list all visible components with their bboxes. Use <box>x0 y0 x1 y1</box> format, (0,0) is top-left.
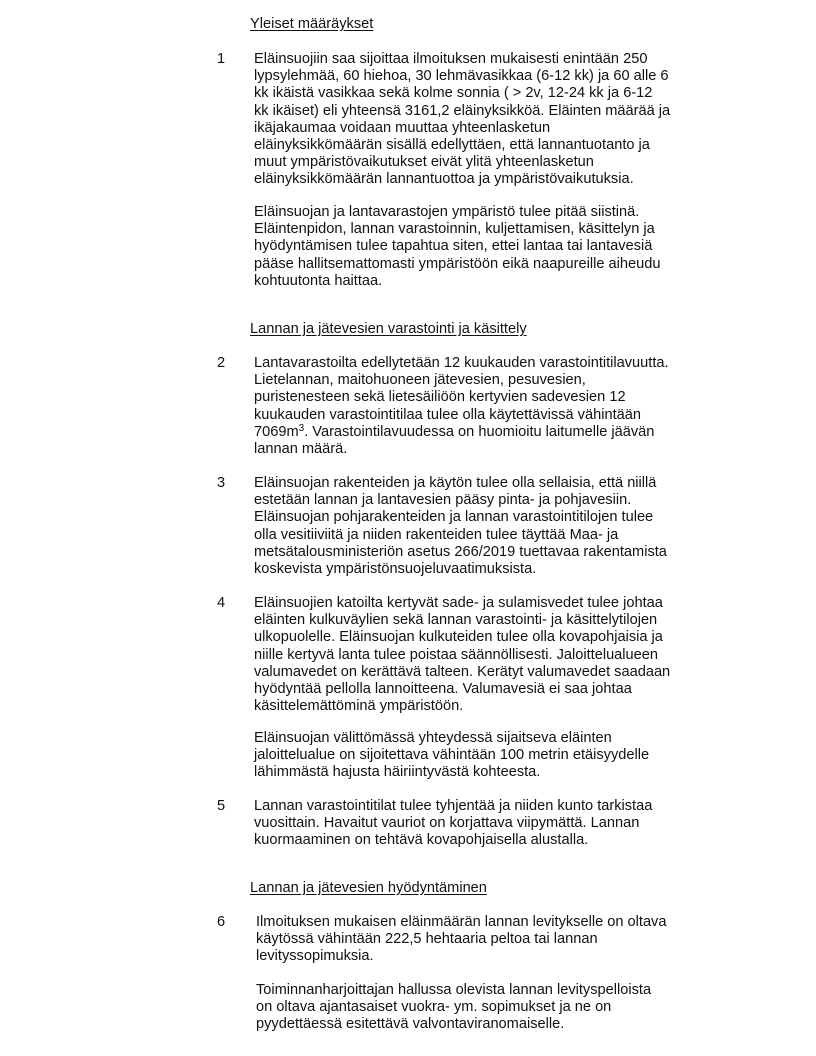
item-1-text <box>254 51 694 189</box>
text-line: koskevista ympäristönsuojeluvaatimuksista. <box>254 561 537 578</box>
item-6-text <box>256 914 696 966</box>
text-line: Eläintenpidon, lannan varastoinnin, kuljettamisen, käsittelyn ja <box>254 221 655 238</box>
text-fragment: . Varastointilavuudessa on huomioitu laitumelle jäävän <box>304 423 655 440</box>
text-line: kk ikäiset) eli yhteensä 3161,2 eläinyksikköä. Eläinten määrää ja <box>254 102 671 119</box>
item-3-text <box>254 475 694 578</box>
text-line: Ilmoituksen mukaisen eläinmäärän lannan levitykselle on oltava <box>256 914 667 930</box>
text-line: Eläinsuojan ja lantavarastojen ympäristö tulee pitää siistinä. <box>254 204 640 220</box>
text-line: ikäjakaumaa voidaan muuttaa yhteenlasketun <box>254 119 551 136</box>
text-line: puristenesteen sekä lietesäiliöön kertyvien sadevesien 12 <box>254 389 626 406</box>
text-line: eläinyksikkömäärän lannantuottoa ja ympäristövaikutuksia. <box>254 171 634 188</box>
text-line: eläinyksikkömäärän sisällä edellyttäen, että lannantuotanto ja <box>254 137 650 154</box>
item-number-3: 3 <box>217 475 226 491</box>
item-4-text <box>254 595 694 715</box>
text-line: metsätalousministeriön asetus 266/2019 tuettavaa rakentamista <box>254 543 667 560</box>
text-line: Eläinsuojiin saa sijoittaa ilmoituksen mukaisesti enintään 250 <box>254 51 648 67</box>
text-line: käytössä vähintään 222,5 hehtaaria peltoa tai lannan <box>256 931 598 948</box>
text-line: on oltava ajantasaiset vuokra- ym. sopimukset ja ne on <box>256 999 612 1016</box>
text-line: kohtuutonta haittaa. <box>254 272 383 289</box>
text-line: vuosittain. Havaitut vauriot on korjattava viipymättä. Lannan <box>254 815 640 832</box>
text-line: lannan määrä. <box>254 441 348 458</box>
item-number-1: 1 <box>217 51 226 67</box>
text-line: kk ikäistä vasikkaa sekä kolme sonnia ( > 2v, 12-24 kk ja 6-12 <box>254 85 653 102</box>
item-4-paragraph-2 <box>254 730 694 782</box>
storage-volume: 7069m <box>254 423 299 440</box>
item-2-text <box>254 355 694 458</box>
item-1-paragraph-2 <box>254 204 694 290</box>
text-line: Toiminnanharjoittajan hallussa olevista lannan levityspelloista <box>256 982 652 998</box>
text-line: Lannan varastointitilat tulee tyhjentää ja niiden kunto tarkistaa <box>254 798 653 814</box>
text-line: eläinten kulkuväylien sekä lannan varastointi- ja käsittelytilojen <box>254 612 658 629</box>
text-line: Eläinsuojan rakenteiden ja käytön tulee olla sellaisia, että niillä <box>254 475 657 491</box>
item-number-5: 5 <box>217 798 226 814</box>
text-line: Lantavarastoilta edellytetään 12 kuukauden varastointitilavuutta. <box>254 355 669 371</box>
text-line: kuormaaminen on tehtävä kovapohjaisella alustalla. <box>254 832 589 849</box>
volume-unit-superscript: 3 <box>298 422 305 434</box>
item-number-6: 6 <box>217 914 226 930</box>
text-line: lypsylehmää, 60 hiehoa, 30 lehmävasikkaa (6-12 kk) ja 60 alle 6 <box>254 68 669 85</box>
text-line: käsittelemättöminä ympäristöön. <box>254 698 464 715</box>
text-line: kuukauden varastointitilaa tulee olla käytettävissä vähintään <box>254 406 641 423</box>
item-5-text <box>254 798 694 850</box>
text-line: Eläinsuojan pohjarakenteiden ja lannan varastointitilojen tulee <box>254 509 654 526</box>
text-line: valumavedet on kerättävä talteen. Kerätyt valumavedet saadaan <box>254 663 671 680</box>
text-line: olla vesitiiviitä ja niiden rakenteiden tulee täyttää Maa- ja <box>254 526 619 543</box>
text-line: jaloittelualue on sijoitettava vähintään 100 metrin etäisyydelle <box>254 747 650 764</box>
item-number-2: 2 <box>217 355 226 371</box>
text-line: estetään lannan ja lantavesien pääsy pinta- ja pohjavesiin. <box>254 492 632 509</box>
text-line: lähimmästä hajusta häiriintyvästä kohteesta. <box>254 764 541 781</box>
section-heading-utilization: Lannan ja jätevesien hyödyntäminen <box>250 880 487 896</box>
text-line: levityssopimuksia. <box>256 948 374 965</box>
text-line: Lietelannan, maitohuoneen jätevesien, pesuvesien, <box>254 372 586 389</box>
section-heading-general: Yleiset määräykset <box>250 16 374 32</box>
text-line: ulkopuolelle. Eläinsuojan kulkuteiden tulee olla kovapohjaisia ja <box>254 629 663 646</box>
text-line: Eläinsuojien katoilta kertyvät sade- ja sulamisvedet tulee johtaa <box>254 595 663 611</box>
text-line: pääse hallitsemattomasti ympäristöön eikä naapureille aiheudu <box>254 255 661 272</box>
text-line: niille kertyvä lanta tulee poistaa säännöllisesti. Jaloittelualueen <box>254 646 659 663</box>
text-line: hyödyntää pellolla lannoitteena. Valumavesiä ei saa johtaa <box>254 681 632 698</box>
text-line: Eläinsuojan välittömässä yhteydessä sijaitseva eläinten <box>254 730 612 746</box>
text-line: pyydettäessä esitettävä valvontaviranomaiselle. <box>256 1016 565 1033</box>
text-line <box>254 424 694 441</box>
text-line: muut ympäristövaikutukset eivät ylitä yhteenlasketun <box>254 154 594 171</box>
item-6-paragraph-2 <box>256 982 696 1034</box>
section-heading-storage: Lannan ja jätevesien varastointi ja käsittely <box>250 321 527 337</box>
item-number-4: 4 <box>217 595 226 611</box>
text-line: hyödyntämisen tulee tapahtua siten, ettei lantaa tai lantavesiä <box>254 238 653 255</box>
